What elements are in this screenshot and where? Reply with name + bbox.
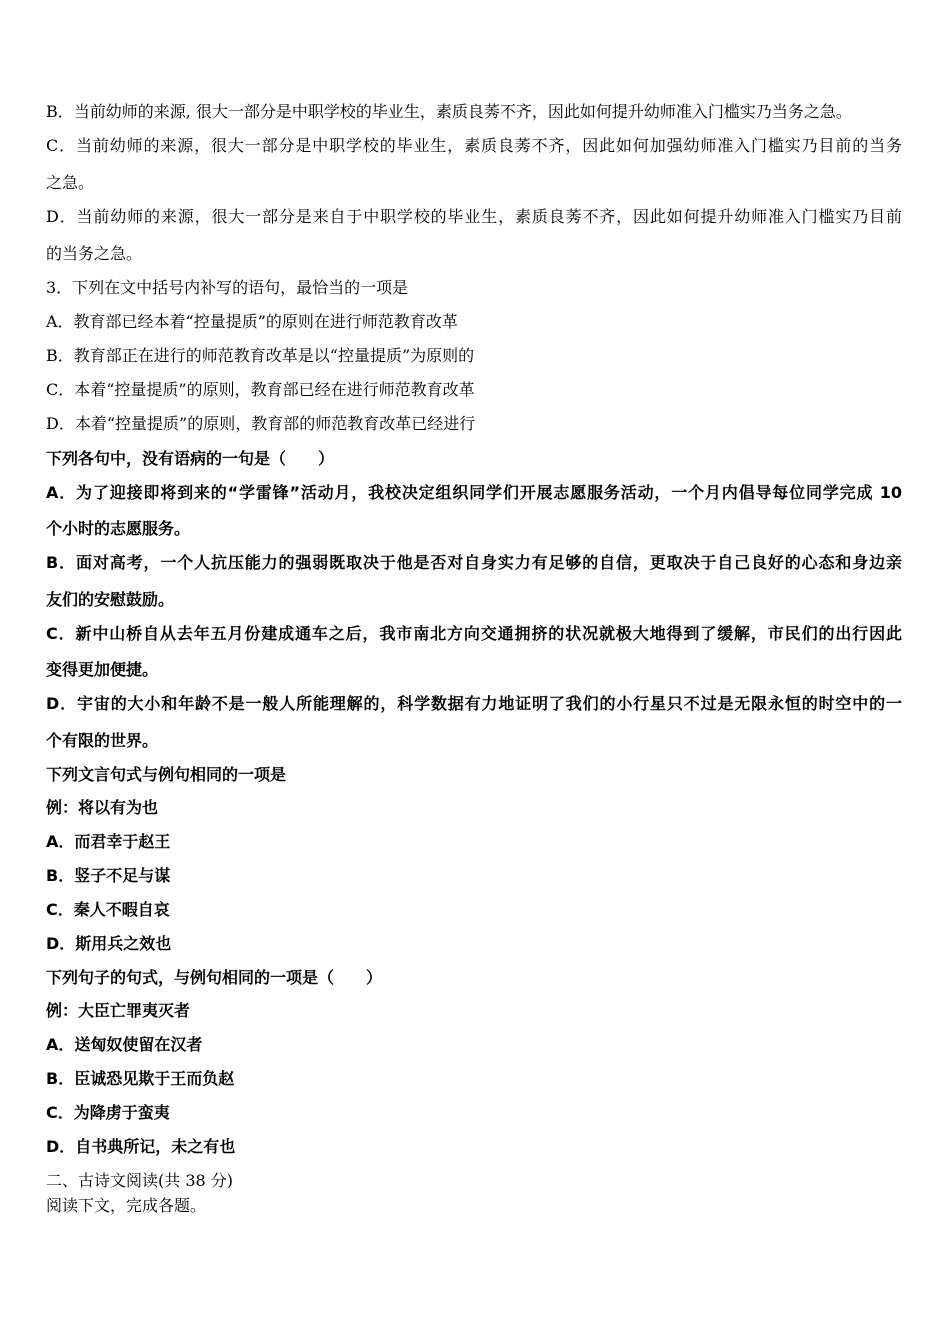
q3-option-b: B．教育部正在进行的师范教育改革是以“控量提质”为原则的 xyxy=(46,346,475,365)
q2-option-c-line2: 之急。 xyxy=(46,173,95,192)
q2-option-c-line1: C．当前幼师的来源，很大一部分是中职学校的毕业生，素质良莠不齐，因此如何加强幼师准入门槛实乃目前的当务 xyxy=(46,136,902,155)
q3-option-a: A．教育部已经本着“控量提质”的原则在进行师范教育改革 xyxy=(46,312,458,331)
q6-option-c: C．为降虏于蛮夷 xyxy=(46,1103,170,1122)
q4-option-c-line2: 变得更加便捷。 xyxy=(46,660,159,679)
q4-option-a-line2: 个小时的志愿服务。 xyxy=(46,519,191,538)
q3-stem: 3．下列在文中括号内补写的语句，最恰当的一项是 xyxy=(46,278,409,297)
q4-option-b-line1: B．面对高考，一个人抗压能力的强弱既取决于他是否对自身实力有足够的自信，更取决于自己良好的心态和身边亲 xyxy=(46,553,902,572)
q2-option-b: B．当前幼师的来源, 很大一部分是中职学校的毕业生，素质良莠不齐，因此如何提升幼师准入门槛实乃当务之急。 xyxy=(46,102,852,121)
section-instruction: 阅读下文，完成各题。 xyxy=(46,1196,207,1215)
q6-option-d: D．自书典所记，未之有也 xyxy=(46,1137,236,1156)
q4-option-d-line2: 个有限的世界。 xyxy=(46,731,159,750)
q6-option-a: A．送匈奴使留在汉者 xyxy=(46,1035,203,1054)
q3-option-d: D．本着“控量提质”的原则，教育部的师范教育改革已经进行 xyxy=(46,414,476,433)
q5-option-d: D．斯用兵之效也 xyxy=(46,934,172,953)
q2-option-d-line2: 的当务之急。 xyxy=(46,244,143,263)
section-title: 二、古诗文阅读(共 38 分) xyxy=(46,1171,234,1190)
q6-stem: 下列句子的句式，与例句相同的一项是（ ） xyxy=(46,968,383,987)
q4-option-b-line2: 友们的安慰鼓励。 xyxy=(46,590,175,609)
q5-option-c: C．秦人不暇自哀 xyxy=(46,900,170,919)
q5-example: 例：将以有为也 xyxy=(46,798,159,817)
q4-stem: 下列各句中，没有语病的一句是（ ） xyxy=(46,449,335,468)
q6-option-b: B．臣诚恐见欺于王而负赵 xyxy=(46,1069,235,1088)
q5-option-b: B．竖子不足与谋 xyxy=(46,866,171,885)
q5-option-a: A．而君幸于赵王 xyxy=(46,832,171,851)
q6-example: 例：大臣亡罪夷灭者 xyxy=(46,1001,191,1020)
q4-option-d-line1: D．宇宙的大小和年龄不是一般人所能理解的，科学数据有力地证明了我们的小行星只不过是无限永恒的时空中的一 xyxy=(46,694,902,713)
q5-stem: 下列文言句式与例句相同的一项是 xyxy=(46,765,287,784)
q3-option-c: C．本着“控量提质”的原则，教育部已经在进行师范教育改革 xyxy=(46,380,475,399)
q4-option-c-line1: C．新中山桥自从去年五月份建成通车之后，我市南北方向交通拥挤的状况就极大地得到了缓解，市民们的出行因此 xyxy=(46,624,902,643)
q4-option-a-line1: A．为了迎接即将到来的“学雷锋”活动月，我校决定组织同学们开展志愿服务活动，一个月内倡导每位同学完成 10 xyxy=(46,483,902,502)
q2-option-d-line1: D．当前幼师的来源，很大一部分是来自于中职学校的毕业生，素质良莠不齐，因此如何提升幼师准入门槛实乃目前 xyxy=(46,207,902,226)
